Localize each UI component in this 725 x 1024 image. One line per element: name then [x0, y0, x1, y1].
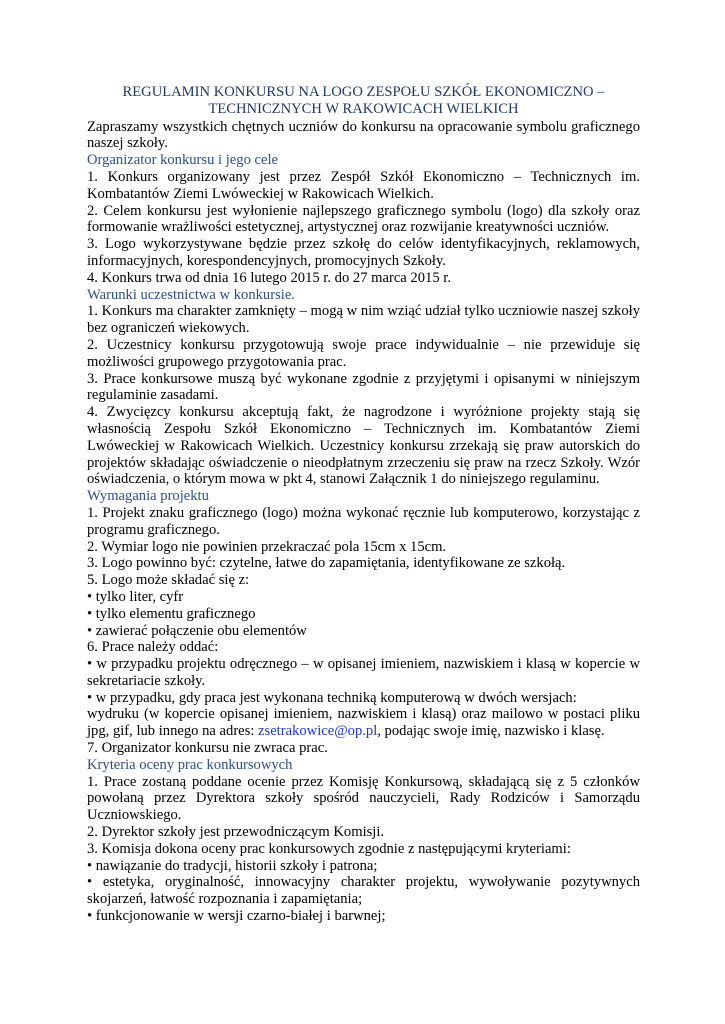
- intro-paragraph: Zapraszamy wszystkich chętnych uczniów do konkursu na opracowanie symbolu graficznego naszej szkoły.: [87, 118, 640, 152]
- criteria-item: 1. Prace zostaną poddane ocenie przez Komisję Konkursową, składającą się z 5 członków powołaną przez Dyrektora szkoły spośród nauczycieli, Rady Rodziców i Samorządu Uczniowskiego.: [87, 773, 640, 824]
- conditions-item: 2. Uczestnicy konkursu przygotowują swoje prace indywidualnie – nie przewiduje się możliwości grupowego przygotowania prac.: [87, 336, 640, 370]
- title-line-1: REGULAMIN KONKURSU NA LOGO ZESPOŁU SZKÓŁ EKONOMICZNO –: [122, 84, 605, 100]
- section-heading-conditions: Warunki uczestnictwa w konkursie.: [87, 286, 295, 303]
- criteria-item: 3. Komisja dokona oceny prac konkursowych zgodnie z następującymi kryteriami:: [87, 840, 571, 857]
- document-title: [87, 84, 640, 118]
- requirements-item: 1. Projekt znaku graficznego (logo) można wykonać ręcznie lub komputerowo, korzystając z programu graficznego.: [87, 504, 640, 538]
- conditions-item: 1. Konkurs ma charakter zamknięty – mogą w nim wziąć udział tylko uczniowie naszej szkoły bez ograniczeń wiekowych.: [87, 303, 640, 337]
- requirements-item: 6. Prace należy oddać:: [87, 639, 219, 656]
- requirements-bullet: • w przypadku, gdy praca jest wykonana techniką komputerową w dwóch wersjach:: [87, 689, 577, 706]
- criteria-bullet: • nawiązanie do tradycji, historii szkoły i patrona;: [87, 857, 378, 874]
- requirements-bullet: • tylko elementu graficznego: [87, 605, 256, 622]
- email-instructions: [87, 706, 640, 740]
- criteria-bullet: • estetyka, oryginalność, innowacyjny charakter projektu, wywoływanie pozytywnych skojarzeń, łatwość rozpoznania i zapamiętania;: [87, 874, 640, 908]
- criteria-bullet: • funkcjonowanie w wersji czarno-białej i barwnej;: [87, 908, 386, 925]
- requirements-bullet: • tylko liter, cyfr: [87, 588, 184, 605]
- requirements-item: 5. Logo może składać się z:: [87, 572, 250, 589]
- section-heading-criteria: Kryteria oceny prac konkursowych: [87, 756, 293, 773]
- requirements-bullet: • w przypadku projektu odręcznego – w opisanej imieniem, nazwiskiem i klasą w kopercie w sekretariacie szkoły.: [87, 656, 640, 689]
- section-heading-organizer: Organizator konkursu i jego cele: [87, 152, 279, 169]
- requirements-item: 3. Logo powinno być: czytelne, łatwe do zapamiętania, identyfikowane ze szkołą.: [87, 555, 566, 572]
- document-page: [87, 84, 640, 925]
- email-link[interactable]: zsetrakowice@op.pl: [258, 723, 378, 740]
- email-post-text: , podając swoje imię, nazwisko i klasę.: [377, 723, 605, 740]
- conditions-item: 4. Zwycięzcy konkursu akceptują fakt, że nagrodzone i wyróżnione projekty stają się własnością Zespołu Szkół Ekonomiczno – Technicznych im. Kombatantów Ziemi Lwóweckiej w Rakowicach Wielkich. Uczestnicy konkursu zrzekają się praw autorskich do projektów składając oświadczenie o nieodpłatnym zrzeczeniu się praw na rzecz Szkoły. Wzór oświadczenia, o którym mowa w pkt 4, stanowi Załącznik 1 do niniejszego regulaminu.: [87, 404, 640, 488]
- criteria-item: 2. Dyrektor szkoły jest przewodniczącym Komisji.: [87, 824, 385, 841]
- email-pre-text: wydruku (w kopercie opisanej imieniem, nazwiskiem i klasą) oraz mailowo w postaci pliku jpg, gif, lub innego na adres:: [87, 706, 640, 740]
- organizer-item: 4. Konkurs trwa od dnia 16 lutego 2015 r. do 27 marca 2015 r.: [87, 269, 451, 286]
- requirements-bullet: • zawierać połączenie obu elementów: [87, 622, 307, 639]
- requirements-item: 7. Organizator konkursu nie zwraca prac.: [87, 740, 328, 757]
- requirements-item: 2. Wymiar logo nie powinien przekraczać pola 15cm x 15cm.: [87, 538, 447, 555]
- section-heading-requirements: Wymagania projektu: [87, 488, 209, 505]
- conditions-item: 3. Prace konkursowe muszą być wykonane zgodnie z przyjętymi i opisanymi w niniejszym regulaminie zasadami.: [87, 370, 640, 404]
- title-line-2: TECHNICZNYCH W RAKOWICACH WIELKICH: [208, 100, 519, 117]
- organizer-item: 3. Logo wykorzystywane będzie przez szkołę do celów identyfikacyjnych, reklamowych, informacyjnych, korespondencyjnych, promocyjnych Szkoły.: [87, 236, 640, 269]
- organizer-item: 1. Konkurs organizowany jest przez Zespół Szkół Ekonomiczno – Technicznych im. Kombatantów Ziemi Lwóweckiej w Rakowicach Wielkich.: [87, 168, 640, 202]
- organizer-item: 2. Celem konkursu jest wyłonienie najlepszego graficznego symbolu (logo) dla szkoły oraz formowanie wrażliwości estetycznej, artystycznej oraz rozwijanie kreatywności uczniów.: [87, 202, 640, 236]
